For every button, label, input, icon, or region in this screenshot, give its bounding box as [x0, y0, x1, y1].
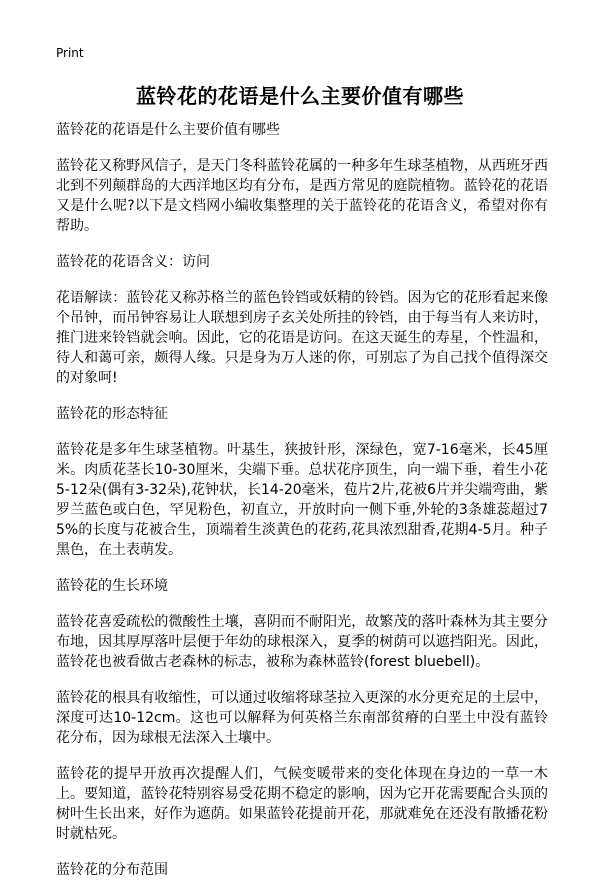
page-title: 蓝铃花的花语是什么主要价值有哪些 [136, 84, 464, 108]
paragraph: 蓝铃花是多年生球茎植物。叶基生，狭披针形，深绿色，宽7-16毫米，长45厘米。肉质花茎长10-30厘米，尖端下垂。总状花序顶生，向一端下垂，着生小花5-12朵(偶有3-32朵),花钟状，长14-20毫米，苞片2片,花被6片并尖端弯曲，紫罗兰蓝色或白色，罕见粉色，初直立，开放时向一侧下垂,外轮的3条雄蕊超过75%的长度与花被合生，顶端着生淡黄色的花药,花具浓烈甜香,花期4-5月。种子黑色，在土表萌发。 [56, 442, 548, 558]
section-heading: 蓝铃花的花语是什么主要价值有哪些 [56, 122, 280, 138]
paragraph: 蓝铃花又称野风信子，是天门冬科蓝铃花属的一种多年生球茎植物，从西班牙西北到不列颠群岛的大西洋地区均有分布，是西方常见的庭院植物。蓝铃花的花语又是什么呢?以下是文档网小编收集整理的关于蓝铃花的花语含义，希望对你有帮助。 [56, 158, 548, 234]
paragraph: 蓝铃花的根具有收缩性，可以通过收缩将球茎拉入更深的水分更充足的土层中，深度可达10-12cm。这也可以解释为何英格兰东南部贫瘠的白垩土中没有蓝铃花分布，因为球根无法深入土壤中。 [56, 690, 548, 746]
section-heading: 蓝铃花的生长环境 [56, 578, 168, 594]
section-heading: 蓝铃花的分布范围 [56, 862, 168, 878]
section-heading: 蓝铃花的形态特征 [56, 406, 168, 422]
section-heading: 蓝铃花的花语含义：访问 [56, 254, 210, 270]
paragraph: 花语解读：蓝铃花又称苏格兰的蓝色铃铛或妖精的铃铛。因为它的花形看起来像个吊钟，而吊钟容易让人联想到房子玄关处所挂的铃铛，由于每当有人来访时，推门进来铃铛就会响。因此，它的花语是访问。在这天诞生的寿星，个性温和，待人和蔼可亲，颇得人缘。只是身为万人迷的你，可别忘了为自己找个值得深交的对象呵! [56, 290, 548, 386]
print-link[interactable]: Print [56, 46, 84, 60]
article-body [56, 120, 548, 896]
paragraph: 蓝铃花的提早开放再次提醒人们，气候变暖带来的变化体现在身边的一草一木上。要知道，蓝铃花特别容易受花期不稳定的影响，因为它开花需要配合头顶的树叶生长出来，好作为遮荫。如果蓝铃花提前开花，那就难免在还没有散播花粉时就枯死。 [56, 766, 548, 842]
paragraph: 蓝铃花喜爱疏松的微酸性土壤，喜阴而不耐阳光，故繁茂的落叶森林为其主要分布地，因其厚厚落叶层便于年幼的球根深入，夏季的树荫可以遮挡阳光。因此，蓝铃花也被看做古老森林的标志，被称为森林蓝铃(forest bluebell)。 [56, 614, 548, 670]
